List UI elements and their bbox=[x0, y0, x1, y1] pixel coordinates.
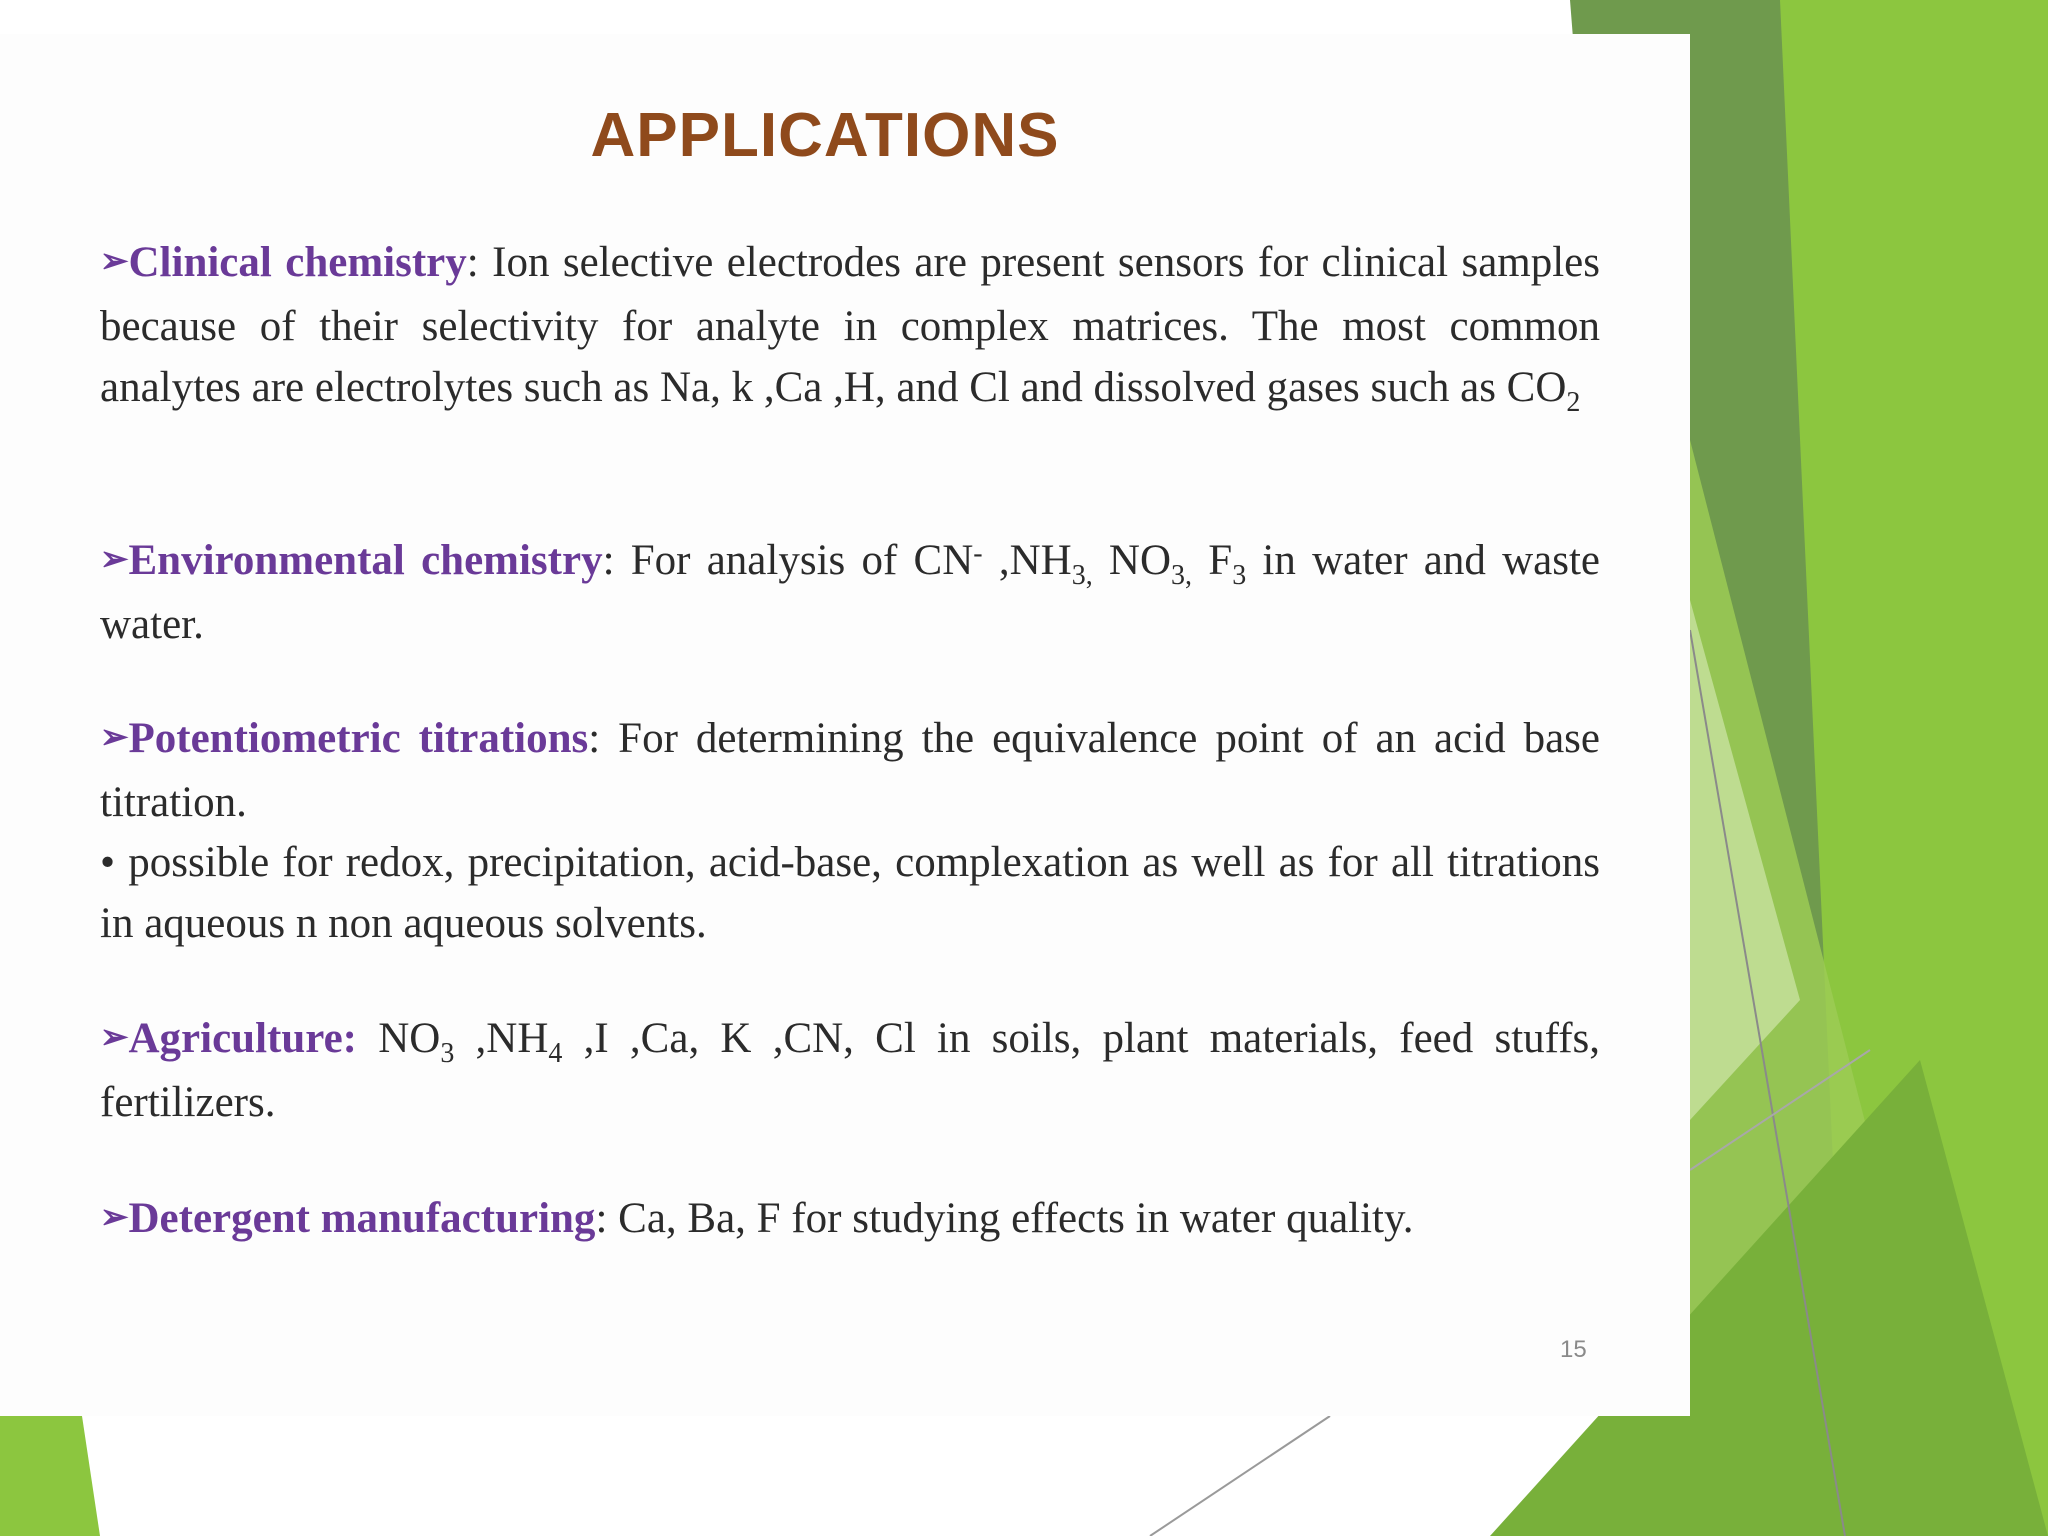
agriculture-heading: ➢Agriculture: bbox=[100, 1015, 357, 1062]
environmental-text: NO bbox=[1092, 537, 1172, 584]
nh4-subscript: 4 bbox=[548, 1038, 563, 1069]
nh3-subscript: 3, bbox=[1071, 560, 1093, 591]
application-potentiometric-titrations bbox=[100, 708, 1600, 833]
environmental-text: : For analysis of CN bbox=[602, 537, 974, 584]
arrow-bullet-icon: ➢ bbox=[100, 719, 129, 756]
slide-title: APPLICATIONS bbox=[590, 101, 1060, 170]
arrow-bullet-icon: ➢ bbox=[100, 541, 129, 578]
environmental-text: F bbox=[1192, 537, 1233, 584]
environmental-chemistry-heading: ➢Environmental chemistry bbox=[100, 537, 603, 584]
agriculture-text: ,NH bbox=[454, 1015, 549, 1062]
f3-subscript: 3 bbox=[1232, 560, 1247, 591]
arrow-bullet-icon: ➢ bbox=[100, 1019, 129, 1056]
thin-line-2 bbox=[1150, 1416, 1330, 1536]
slide-page-number: 15 bbox=[1560, 1336, 1587, 1363]
potentiometric-bullet-note: • possible for redox, precipitation, acid-base, complexation as well as for all titrations in aqueous n non aqueous solvents. bbox=[100, 839, 1600, 947]
agriculture-text: ,I ,Ca, K ,CN, Cl in soils, plant materials, feed stuffs, fertilizers. bbox=[100, 1015, 1601, 1126]
environmental-text: in water and waste water. bbox=[100, 537, 1601, 648]
co2-subscript: 2 bbox=[1566, 387, 1581, 418]
cn-superscript: - bbox=[973, 538, 983, 569]
detergent-text: : Ca, Ba, F for studying effects in water quality. bbox=[595, 1195, 1414, 1242]
application-environmental-chemistry bbox=[100, 530, 1600, 655]
agriculture-text: NO bbox=[356, 1015, 441, 1062]
arrow-bullet-icon: ➢ bbox=[100, 243, 129, 280]
potentiometric-titrations-heading: ➢Potentiometric titrations bbox=[100, 715, 589, 762]
arrow-bullet-icon: ➢ bbox=[100, 1199, 129, 1236]
application-clinical-chemistry bbox=[100, 232, 1600, 418]
potentiometric-text: : For determining the equivalence point of an acid base titration. bbox=[100, 715, 1601, 826]
clinical-chemistry-text: : Ion selective electrodes are present sensors for clinical samples because of their selectivity for analyte in complex matrices. The most common analytes are electrolytes such as Na, k ,Ca ,H, and Cl and dissolved gases such as CO bbox=[100, 239, 1601, 411]
no3-subscript: 3, bbox=[1171, 560, 1193, 591]
detergent-manufacturing-heading: ➢Detergent manufacturing bbox=[100, 1195, 596, 1242]
application-agriculture bbox=[100, 1008, 1600, 1133]
application-detergent-manufacturing bbox=[100, 1188, 1600, 1252]
clinical-chemistry-heading: ➢Clinical chemistry bbox=[100, 239, 467, 286]
no3-subscript: 3 bbox=[440, 1038, 455, 1069]
green-shape-corner bbox=[0, 1416, 100, 1536]
environmental-text: ,NH bbox=[982, 537, 1072, 584]
